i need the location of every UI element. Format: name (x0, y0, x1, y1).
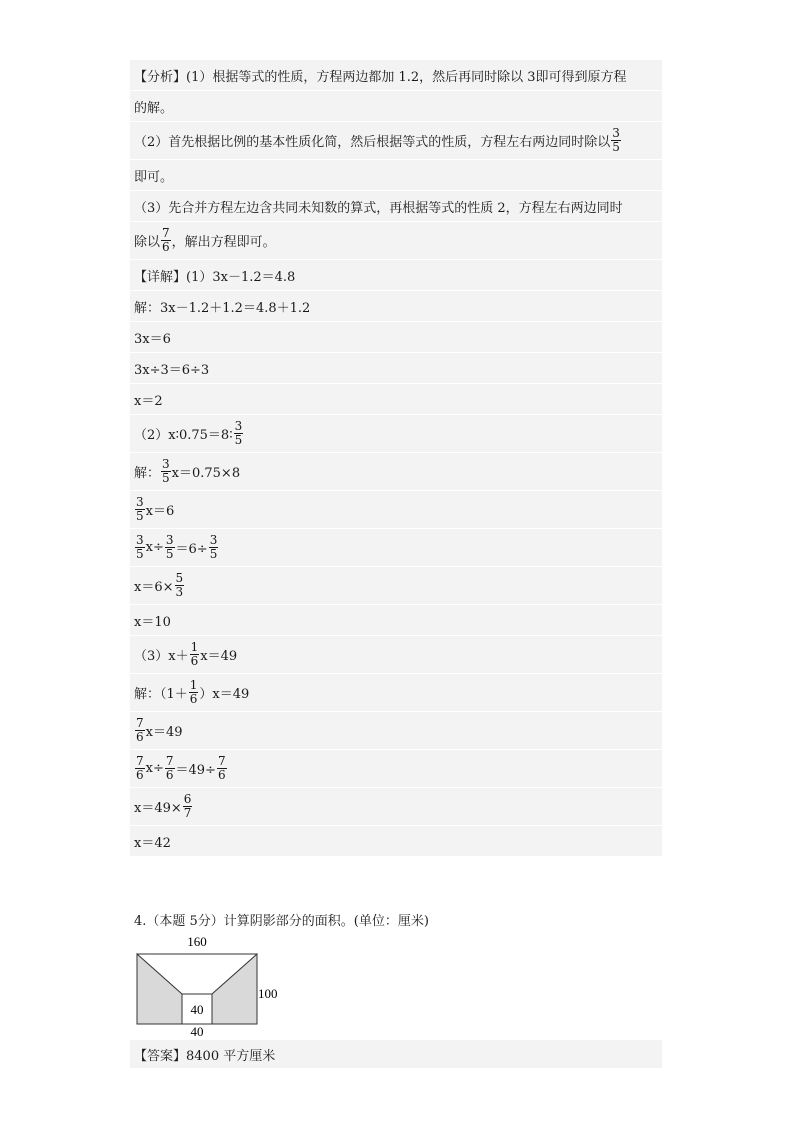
detail-section (130, 260, 662, 857)
label-inner: 40 (190, 1002, 204, 1017)
detail-line: x＝42 (130, 826, 662, 857)
fraction: $\frac{7}{6}$ (136, 716, 144, 744)
detail-line: x＝6× $\frac{5}{3}$ (130, 567, 662, 605)
analysis-section (130, 60, 662, 260)
detail-line: 解： $\frac{3}{5}$ x＝0.75×8 (130, 453, 662, 491)
detail-line: x＝2 (130, 384, 662, 415)
fraction: $\frac{1}{6}$ (189, 678, 198, 706)
detail-line: 解：3x－1.2＋1.2＝4.8＋1.2 (130, 291, 662, 322)
fraction: $\frac{3}{5}$ (136, 495, 144, 523)
analysis-line-5: （3）先合并方程左边含共同未知数的算式，再根据等式的性质 2，方程左右两边同时 (130, 191, 662, 222)
fraction: $\frac{3}{5}$ (234, 419, 243, 447)
fraction: $\frac{1}{6}$ (190, 640, 199, 668)
detail-line: 【详解】(1）3x－1.2＝4.8 (130, 260, 662, 291)
analysis-line-2: 的解。 (130, 91, 662, 122)
solution-block (130, 60, 662, 857)
fraction: $\frac{3}{5}$ (136, 533, 144, 561)
detail-line: x＝49× $\frac{6}{7}$ (130, 788, 662, 826)
label-top: 160 (187, 934, 207, 949)
detail-line: 3x÷3＝6÷3 (130, 353, 662, 384)
fraction: $\frac{3}{5}$ (209, 533, 218, 561)
analysis-line-6: 除以 $\frac{7}{6}$ ，解出方程即可。 (130, 222, 662, 260)
detail-line: $\frac{7}{6}$ x÷ $\frac{7}{6}$ ＝49÷ $\frac{7}{6}$ (130, 750, 662, 788)
shaded-right-region (212, 954, 257, 1024)
shaded-area-figure (130, 932, 290, 1042)
label-right: 100 (258, 986, 278, 1001)
fraction: $\frac{7}{6}$ (162, 226, 170, 254)
detail-line: $\frac{3}{5}$ x＝6 (130, 491, 662, 529)
detail-line: x＝10 (130, 605, 662, 636)
fraction: $\frac{7}{6}$ (165, 754, 174, 782)
fraction: $\frac{3}{5}$ (165, 533, 174, 561)
detail-line: $\frac{7}{6}$ x＝49 (130, 712, 662, 750)
label-bottom: 40 (190, 1024, 204, 1039)
analysis-line-1: 【分析】(1）根据等式的性质，方程两边都加 1.2，然后再同时除以 3即可得到原方程 (130, 60, 662, 91)
fraction: $\frac{6}{7}$ (183, 792, 192, 820)
fraction: $\frac{7}{6}$ (136, 754, 144, 782)
fraction: $\frac{5}{3}$ (175, 571, 184, 599)
shaded-left-region (137, 954, 182, 1024)
detail-line: 解：（1＋ $\frac{1}{6}$ ）x＝49 (130, 674, 662, 712)
analysis-line-4: 即可。 (130, 160, 662, 191)
answer-line: 【答案】8400 平方厘米 (130, 1040, 662, 1068)
detail-line: （3）x＋ $\frac{1}{6}$ x＝49 (130, 636, 662, 674)
analysis-line-3: （2）首先根据比例的基本性质化简，然后根据等式的性质，方程左右两边同时除以 $\frac{3}{5}$ (130, 122, 662, 160)
fraction: $\frac{3}{5}$ (612, 126, 620, 154)
detail-line: $\frac{3}{5}$ x÷ $\frac{3}{5}$ ＝6÷ $\frac{3}{5}$ (130, 529, 662, 567)
detail-line: 3x＝6 (130, 322, 662, 353)
fraction: $\frac{7}{6}$ (217, 754, 226, 782)
detail-line: （2）x∶0.75＝8∶ $\frac{3}{5}$ (130, 415, 662, 453)
question-4: 4.（本题 5分）计算阴影部分的面积。(单位：厘米) (134, 913, 429, 929)
fraction: $\frac{3}{5}$ (162, 457, 170, 485)
